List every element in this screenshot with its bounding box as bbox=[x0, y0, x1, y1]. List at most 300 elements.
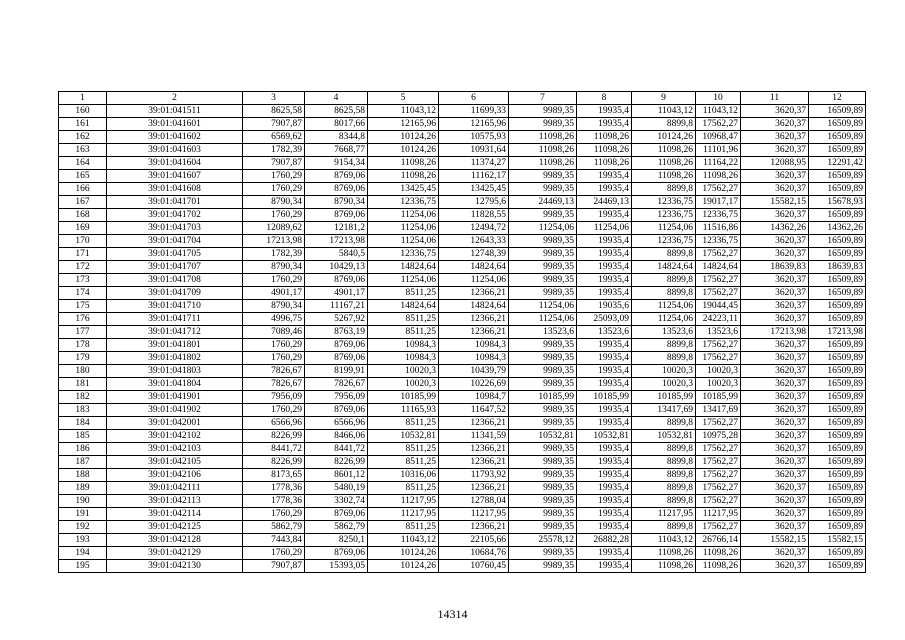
table-cell: 24469,13 bbox=[577, 196, 632, 209]
table-cell: 11098,26 bbox=[368, 157, 439, 170]
table-cell: 12336,75 bbox=[696, 235, 741, 248]
table-cell: 17562,27 bbox=[696, 495, 741, 508]
column-header: 7 bbox=[509, 92, 577, 105]
column-header: 3 bbox=[243, 92, 305, 105]
table-cell: 19935,4 bbox=[577, 560, 632, 573]
table-cell: 9989,35 bbox=[509, 469, 577, 482]
table-cell: 10124,26 bbox=[632, 131, 696, 144]
table-cell: 163 bbox=[59, 144, 107, 157]
table-cell: 169 bbox=[59, 222, 107, 235]
table-cell: 17562,27 bbox=[696, 482, 741, 495]
table-header-row bbox=[59, 92, 866, 105]
table-cell: 11098,26 bbox=[632, 547, 696, 560]
table-cell: 8769,06 bbox=[305, 170, 368, 183]
table-cell: 161 bbox=[59, 118, 107, 131]
table-cell: 39:01:041902 bbox=[107, 404, 243, 417]
table-cell: 188 bbox=[59, 469, 107, 482]
table-cell: 12366,21 bbox=[439, 287, 509, 300]
table-cell: 15393,05 bbox=[305, 560, 368, 573]
table-cell: 1760,29 bbox=[243, 547, 305, 560]
table-row bbox=[59, 495, 866, 508]
table-cell: 9989,35 bbox=[509, 170, 577, 183]
table-cell: 8763,19 bbox=[305, 326, 368, 339]
table-cell: 7956,09 bbox=[243, 391, 305, 404]
table-cell: 14824,64 bbox=[439, 300, 509, 313]
table-cell: 8899,8 bbox=[632, 417, 696, 430]
table-cell: 3620,37 bbox=[741, 391, 809, 404]
table-cell: 25578,12 bbox=[509, 534, 577, 547]
column-header: 9 bbox=[632, 92, 696, 105]
table-cell: 19935,4 bbox=[577, 352, 632, 365]
table-cell: 39:01:042105 bbox=[107, 456, 243, 469]
table-cell: 39:01:042129 bbox=[107, 547, 243, 560]
table-cell: 8899,8 bbox=[632, 443, 696, 456]
table-cell: 19935,4 bbox=[577, 404, 632, 417]
table-cell: 10020,3 bbox=[632, 378, 696, 391]
table-cell: 8769,06 bbox=[305, 547, 368, 560]
table-cell: 8769,06 bbox=[305, 339, 368, 352]
table-cell: 12748,39 bbox=[439, 248, 509, 261]
table-row bbox=[59, 300, 866, 313]
table-cell: 191 bbox=[59, 508, 107, 521]
table-cell: 11254,06 bbox=[368, 209, 439, 222]
table-cell: 12291,42 bbox=[809, 157, 866, 170]
table-cell: 11254,06 bbox=[509, 222, 577, 235]
table-cell: 180 bbox=[59, 365, 107, 378]
table-cell: 16509,89 bbox=[809, 430, 866, 443]
table-cell: 39:01:041901 bbox=[107, 391, 243, 404]
table-cell: 11098,26 bbox=[696, 560, 741, 573]
column-header: 1 bbox=[59, 92, 107, 105]
table-row bbox=[59, 482, 866, 495]
column-header: 8 bbox=[577, 92, 632, 105]
table-cell: 19935,4 bbox=[577, 508, 632, 521]
table-row bbox=[59, 118, 866, 131]
table-cell: 9989,35 bbox=[509, 118, 577, 131]
table-cell: 13425,45 bbox=[368, 183, 439, 196]
table-cell: 10532,81 bbox=[632, 430, 696, 443]
table-cell: 19935,4 bbox=[577, 287, 632, 300]
table-cell: 16509,89 bbox=[809, 443, 866, 456]
table-cell: 11043,12 bbox=[632, 534, 696, 547]
table-cell: 1782,39 bbox=[243, 144, 305, 157]
table-cell: 3620,37 bbox=[741, 235, 809, 248]
table-cell: 11043,12 bbox=[696, 105, 741, 118]
table-cell: 6569,62 bbox=[243, 131, 305, 144]
table-cell: 13523,6 bbox=[577, 326, 632, 339]
table-cell: 39:01:041802 bbox=[107, 352, 243, 365]
table-cell: 173 bbox=[59, 274, 107, 287]
table-cell: 8769,06 bbox=[305, 183, 368, 196]
table-cell: 39:01:041604 bbox=[107, 157, 243, 170]
table-cell: 11098,26 bbox=[509, 157, 577, 170]
table-cell: 10931,64 bbox=[439, 144, 509, 157]
table-row bbox=[59, 105, 866, 118]
table-cell: 9989,35 bbox=[509, 547, 577, 560]
table-cell: 16509,89 bbox=[809, 508, 866, 521]
table-cell: 12089,62 bbox=[243, 222, 305, 235]
table-cell: 10020,3 bbox=[368, 378, 439, 391]
table-cell: 10684,76 bbox=[439, 547, 509, 560]
table-cell: 19044,45 bbox=[696, 300, 741, 313]
table-cell: 39:01:041602 bbox=[107, 131, 243, 144]
table-cell: 10532,81 bbox=[509, 430, 577, 443]
table-cell: 19935,4 bbox=[577, 365, 632, 378]
table-cell: 3620,37 bbox=[741, 430, 809, 443]
table-cell: 1782,39 bbox=[243, 248, 305, 261]
table-cell: 5840,5 bbox=[305, 248, 368, 261]
table-cell: 11828,55 bbox=[439, 209, 509, 222]
table-cell: 39:01:042114 bbox=[107, 508, 243, 521]
table-cell: 9989,35 bbox=[509, 443, 577, 456]
table-cell: 14362,26 bbox=[741, 222, 809, 235]
table-cell: 11217,95 bbox=[632, 508, 696, 521]
table-cell: 11043,12 bbox=[368, 105, 439, 118]
table-cell: 39:01:041511 bbox=[107, 105, 243, 118]
table-cell: 176 bbox=[59, 313, 107, 326]
table-cell: 8441,72 bbox=[243, 443, 305, 456]
table-cell: 39:01:041801 bbox=[107, 339, 243, 352]
table-cell: 16509,89 bbox=[809, 352, 866, 365]
table-cell: 24469,13 bbox=[509, 196, 577, 209]
table-cell: 8790,34 bbox=[305, 196, 368, 209]
table-row bbox=[59, 131, 866, 144]
table-cell: 12366,21 bbox=[439, 456, 509, 469]
table-cell: 9989,35 bbox=[509, 287, 577, 300]
table-cell: 11165,93 bbox=[368, 404, 439, 417]
table-cell: 3620,37 bbox=[741, 469, 809, 482]
table-cell: 11341,59 bbox=[439, 430, 509, 443]
table-cell: 17213,98 bbox=[809, 326, 866, 339]
table-cell: 11374,27 bbox=[439, 157, 509, 170]
table-cell: 8017,66 bbox=[305, 118, 368, 131]
table-cell: 12643,33 bbox=[439, 235, 509, 248]
table-row bbox=[59, 391, 866, 404]
table-cell: 8625,58 bbox=[305, 105, 368, 118]
table-row bbox=[59, 430, 866, 443]
table-cell: 189 bbox=[59, 482, 107, 495]
table-cell: 10984,3 bbox=[368, 339, 439, 352]
table-cell: 11254,06 bbox=[577, 222, 632, 235]
table-cell: 39:01:041601 bbox=[107, 118, 243, 131]
table-cell: 7668,77 bbox=[305, 144, 368, 157]
table-cell: 39:01:041701 bbox=[107, 196, 243, 209]
table-cell: 11254,06 bbox=[632, 222, 696, 235]
table-cell: 17562,27 bbox=[696, 456, 741, 469]
table-cell: 10984,3 bbox=[439, 339, 509, 352]
table-cell: 39:01:042001 bbox=[107, 417, 243, 430]
table-cell: 19935,4 bbox=[577, 105, 632, 118]
table-cell: 8226,99 bbox=[243, 456, 305, 469]
table-cell: 8769,06 bbox=[305, 404, 368, 417]
table-cell: 3620,37 bbox=[741, 417, 809, 430]
table-cell: 14824,64 bbox=[696, 261, 741, 274]
table-cell: 10760,45 bbox=[439, 560, 509, 573]
table-cell: 11098,26 bbox=[509, 131, 577, 144]
table-body bbox=[59, 92, 866, 573]
table-cell: 19935,4 bbox=[577, 235, 632, 248]
table-cell: 182 bbox=[59, 391, 107, 404]
table-cell: 16509,89 bbox=[809, 105, 866, 118]
table-cell: 16509,89 bbox=[809, 300, 866, 313]
table-cell: 8899,8 bbox=[632, 456, 696, 469]
table-cell: 10968,47 bbox=[696, 131, 741, 144]
table-cell: 3620,37 bbox=[741, 404, 809, 417]
table-cell: 16509,89 bbox=[809, 391, 866, 404]
table-cell: 8899,8 bbox=[632, 469, 696, 482]
table-cell: 1760,29 bbox=[243, 339, 305, 352]
table-cell: 8790,34 bbox=[243, 261, 305, 274]
table-cell: 3620,37 bbox=[741, 144, 809, 157]
table-cell: 8899,8 bbox=[632, 352, 696, 365]
table-cell: 12336,75 bbox=[632, 235, 696, 248]
table-cell: 7826,67 bbox=[243, 378, 305, 391]
table-cell: 9989,35 bbox=[509, 248, 577, 261]
table-cell: 16509,89 bbox=[809, 482, 866, 495]
table-cell: 16509,89 bbox=[809, 365, 866, 378]
table-cell: 10020,3 bbox=[696, 378, 741, 391]
table-row bbox=[59, 170, 866, 183]
table-cell: 162 bbox=[59, 131, 107, 144]
table-cell: 3620,37 bbox=[741, 118, 809, 131]
table-cell: 8344,8 bbox=[305, 131, 368, 144]
table-cell: 16509,89 bbox=[809, 456, 866, 469]
table-cell: 5267,92 bbox=[305, 313, 368, 326]
table-cell: 16509,89 bbox=[809, 118, 866, 131]
table-cell: 11254,06 bbox=[368, 222, 439, 235]
table-cell: 11217,95 bbox=[368, 508, 439, 521]
table-cell: 15582,15 bbox=[809, 534, 866, 547]
table-cell: 18639,83 bbox=[809, 261, 866, 274]
table-cell: 195 bbox=[59, 560, 107, 573]
table-cell: 39:01:042130 bbox=[107, 560, 243, 573]
table-cell: 8601,12 bbox=[305, 469, 368, 482]
table-cell: 11098,26 bbox=[632, 560, 696, 573]
table-cell: 3620,37 bbox=[741, 508, 809, 521]
table-row bbox=[59, 313, 866, 326]
table-cell: 8511,25 bbox=[368, 443, 439, 456]
table-cell: 172 bbox=[59, 261, 107, 274]
table-cell: 4901,17 bbox=[305, 287, 368, 300]
table-cell: 39:01:041709 bbox=[107, 287, 243, 300]
table-row bbox=[59, 261, 866, 274]
table-cell: 9989,35 bbox=[509, 352, 577, 365]
table-cell: 16509,89 bbox=[809, 235, 866, 248]
column-header: 4 bbox=[305, 92, 368, 105]
table-cell: 19935,4 bbox=[577, 170, 632, 183]
table-cell: 3620,37 bbox=[741, 105, 809, 118]
table-cell: 4901,17 bbox=[243, 287, 305, 300]
table-cell: 3620,37 bbox=[741, 339, 809, 352]
table-cell: 8899,8 bbox=[632, 495, 696, 508]
column-header: 10 bbox=[696, 92, 741, 105]
table-cell: 19935,4 bbox=[577, 378, 632, 391]
table-cell: 3620,37 bbox=[741, 352, 809, 365]
table-cell: 16509,89 bbox=[809, 521, 866, 534]
table-cell: 7826,67 bbox=[305, 378, 368, 391]
table-cell: 13523,6 bbox=[696, 326, 741, 339]
table-cell: 177 bbox=[59, 326, 107, 339]
table-cell: 190 bbox=[59, 495, 107, 508]
table-cell: 183 bbox=[59, 404, 107, 417]
table-cell: 10020,3 bbox=[632, 365, 696, 378]
table-cell: 10316,06 bbox=[368, 469, 439, 482]
table-cell: 39:01:041804 bbox=[107, 378, 243, 391]
table-cell: 3620,37 bbox=[741, 495, 809, 508]
table-cell: 8790,34 bbox=[243, 196, 305, 209]
table-cell: 8899,8 bbox=[632, 521, 696, 534]
table-cell: 5862,79 bbox=[305, 521, 368, 534]
table-cell: 39:01:041712 bbox=[107, 326, 243, 339]
table-cell: 17562,27 bbox=[696, 443, 741, 456]
table-cell: 14824,64 bbox=[439, 261, 509, 274]
table-cell: 11516,86 bbox=[696, 222, 741, 235]
table-cell: 4996,75 bbox=[243, 313, 305, 326]
table-row bbox=[59, 274, 866, 287]
table-cell: 11699,33 bbox=[439, 105, 509, 118]
table-cell: 12494,72 bbox=[439, 222, 509, 235]
table-cell: 39:01:041704 bbox=[107, 235, 243, 248]
table-cell: 10984,3 bbox=[439, 352, 509, 365]
table-cell: 10124,26 bbox=[368, 560, 439, 573]
table-cell: 9989,35 bbox=[509, 417, 577, 430]
table-cell: 192 bbox=[59, 521, 107, 534]
table-cell: 26882,28 bbox=[577, 534, 632, 547]
table-cell: 16509,89 bbox=[809, 469, 866, 482]
table-cell: 24223,11 bbox=[696, 313, 741, 326]
page-number: 14314 bbox=[437, 607, 468, 621]
table-cell: 11098,26 bbox=[632, 157, 696, 170]
table-cell: 17213,98 bbox=[741, 326, 809, 339]
table-cell: 9989,35 bbox=[509, 456, 577, 469]
table-cell: 10984,3 bbox=[368, 352, 439, 365]
table-cell: 39:01:041711 bbox=[107, 313, 243, 326]
table-cell: 19935,4 bbox=[577, 248, 632, 261]
table-cell: 1760,29 bbox=[243, 209, 305, 222]
table-cell: 39:01:042128 bbox=[107, 534, 243, 547]
table-cell: 22105,66 bbox=[439, 534, 509, 547]
table-cell: 39:01:041707 bbox=[107, 261, 243, 274]
column-header: 5 bbox=[368, 92, 439, 105]
table-cell: 8511,25 bbox=[368, 313, 439, 326]
table-cell: 10124,26 bbox=[368, 131, 439, 144]
table-row bbox=[59, 508, 866, 521]
table-cell: 11098,26 bbox=[577, 131, 632, 144]
table-cell: 9989,35 bbox=[509, 495, 577, 508]
table-cell: 8466,06 bbox=[305, 430, 368, 443]
table-row bbox=[59, 352, 866, 365]
table-cell: 17213,98 bbox=[305, 235, 368, 248]
table-cell: 17562,27 bbox=[696, 274, 741, 287]
table-cell: 25093,09 bbox=[577, 313, 632, 326]
table-cell: 19935,4 bbox=[577, 209, 632, 222]
table-cell: 1778,36 bbox=[243, 495, 305, 508]
table-row bbox=[59, 443, 866, 456]
table-cell: 17562,27 bbox=[696, 352, 741, 365]
table-cell: 6566,96 bbox=[305, 417, 368, 430]
table-cell: 3620,37 bbox=[741, 183, 809, 196]
table-cell: 39:01:041607 bbox=[107, 170, 243, 183]
table-cell: 10020,3 bbox=[696, 365, 741, 378]
table-row bbox=[59, 378, 866, 391]
table-cell: 11254,06 bbox=[509, 313, 577, 326]
table-cell: 39:01:042103 bbox=[107, 443, 243, 456]
table-cell: 15582,15 bbox=[741, 196, 809, 209]
table-row bbox=[59, 404, 866, 417]
table-cell: 10975,28 bbox=[696, 430, 741, 443]
table-row bbox=[59, 547, 866, 560]
table-cell: 11254,06 bbox=[632, 313, 696, 326]
table-cell: 17213,98 bbox=[243, 235, 305, 248]
table-cell: 8441,72 bbox=[305, 443, 368, 456]
table-cell: 19935,4 bbox=[577, 469, 632, 482]
table-cell: 10185,99 bbox=[577, 391, 632, 404]
table-cell: 8199,91 bbox=[305, 365, 368, 378]
table-cell: 167 bbox=[59, 196, 107, 209]
table-cell: 9989,35 bbox=[509, 521, 577, 534]
table-cell: 19935,4 bbox=[577, 183, 632, 196]
table-cell: 8511,25 bbox=[368, 417, 439, 430]
table-cell: 39:01:042102 bbox=[107, 430, 243, 443]
table-cell: 19935,4 bbox=[577, 456, 632, 469]
table-cell: 8226,99 bbox=[243, 430, 305, 443]
table-cell: 3620,37 bbox=[741, 313, 809, 326]
table-cell: 12165,96 bbox=[439, 118, 509, 131]
table-cell: 14362,26 bbox=[809, 222, 866, 235]
table-cell: 9154,34 bbox=[305, 157, 368, 170]
table-cell: 8511,25 bbox=[368, 326, 439, 339]
table-cell: 168 bbox=[59, 209, 107, 222]
table-row bbox=[59, 560, 866, 573]
table-cell: 16509,89 bbox=[809, 248, 866, 261]
table-cell: 12088,95 bbox=[741, 157, 809, 170]
table-cell: 9989,35 bbox=[509, 365, 577, 378]
table-cell: 8899,8 bbox=[632, 274, 696, 287]
table-cell: 10429,13 bbox=[305, 261, 368, 274]
table-cell: 11793,92 bbox=[439, 469, 509, 482]
table-cell: 19017,17 bbox=[696, 196, 741, 209]
table-cell: 175 bbox=[59, 300, 107, 313]
table-cell: 39:01:042106 bbox=[107, 469, 243, 482]
column-header: 11 bbox=[741, 92, 809, 105]
table-cell: 19935,4 bbox=[577, 118, 632, 131]
table-cell: 10532,81 bbox=[577, 430, 632, 443]
table-cell: 7907,87 bbox=[243, 157, 305, 170]
table-cell: 11101,96 bbox=[696, 144, 741, 157]
table-cell: 13417,69 bbox=[632, 404, 696, 417]
table-cell: 11098,26 bbox=[632, 144, 696, 157]
table-cell: 8173,65 bbox=[243, 469, 305, 482]
table-cell: 17562,27 bbox=[696, 469, 741, 482]
table-cell: 3620,37 bbox=[741, 378, 809, 391]
table-cell: 9989,35 bbox=[509, 183, 577, 196]
table-cell: 9989,35 bbox=[509, 482, 577, 495]
table-cell: 1760,29 bbox=[243, 352, 305, 365]
table-cell: 39:01:041803 bbox=[107, 365, 243, 378]
table-cell: 10185,99 bbox=[368, 391, 439, 404]
table-cell: 8625,58 bbox=[243, 105, 305, 118]
table-cell: 11043,12 bbox=[368, 534, 439, 547]
table-cell: 39:01:041603 bbox=[107, 144, 243, 157]
table-cell: 5862,79 bbox=[243, 521, 305, 534]
table-cell: 16509,89 bbox=[809, 547, 866, 560]
table-cell: 11043,12 bbox=[632, 105, 696, 118]
table-cell: 9989,35 bbox=[509, 560, 577, 573]
table-row bbox=[59, 521, 866, 534]
table-cell: 10984,7 bbox=[439, 391, 509, 404]
table-cell: 9989,35 bbox=[509, 274, 577, 287]
table-cell: 3620,37 bbox=[741, 560, 809, 573]
